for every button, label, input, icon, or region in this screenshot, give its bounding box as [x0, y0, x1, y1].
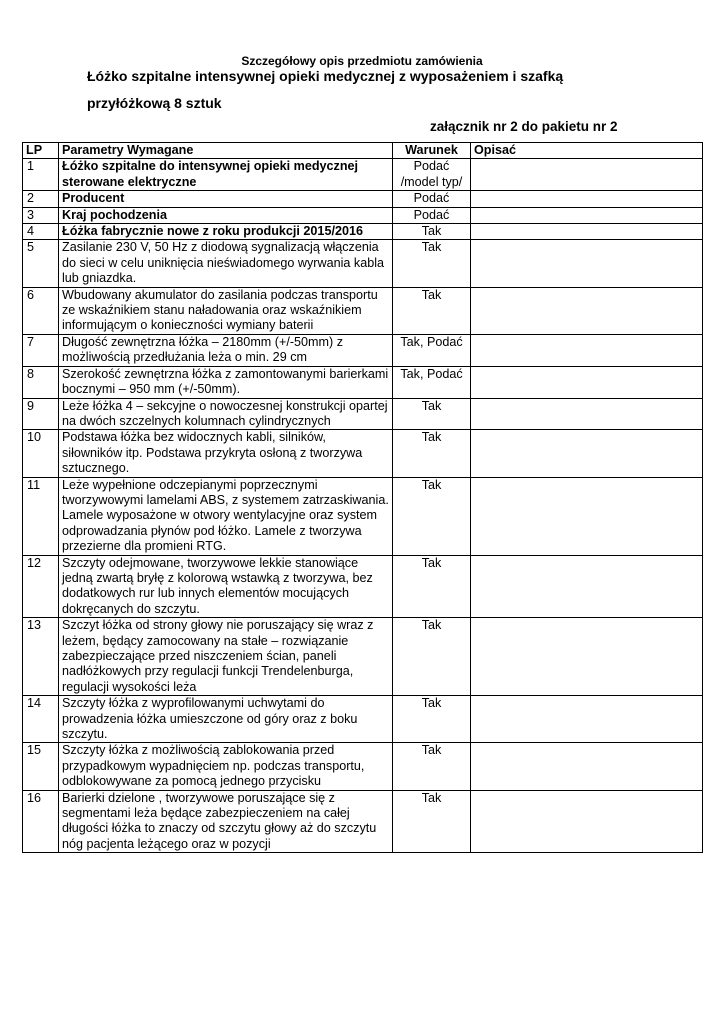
table-row	[23, 366, 703, 398]
row-warunek: Tak, Podać	[393, 366, 471, 398]
row-lp: 16	[23, 790, 59, 853]
row-opisac	[471, 696, 703, 743]
row-warunek: Tak	[393, 287, 471, 334]
row-parameter: Leże łóżka 4 – sekcyjne o nowoczesnej konstrukcji opartej na dwóch szczelnych kolumnach cylindrycznych	[59, 398, 393, 430]
row-opisac	[471, 743, 703, 790]
row-parameter: Leże wypełnione odczepianymi poprzecznymi tworzywowymi lamelami ABS, z systemem zatrzaskiwania. Lamele wyposażone w otwory wentylacyjne oraz system odprowadzania płynów pod łóżko. Lamele z tworzywa przezierne dla promieni RTG.	[59, 477, 393, 555]
row-parameter: Kraj pochodzenia	[59, 207, 393, 223]
row-warunek: Tak	[393, 224, 471, 240]
row-parameter: Producent	[59, 191, 393, 207]
row-parameter: Długość zewnętrzna łóżka – 2180mm (+/-50mm) z możliwością przedłużania leża o min. 29 cm	[59, 334, 393, 366]
row-lp: 12	[23, 555, 59, 618]
row-opisac	[471, 430, 703, 477]
row-warunek: Podać	[393, 207, 471, 223]
table-row	[23, 790, 703, 853]
row-opisac	[471, 555, 703, 618]
row-warunek: Tak	[393, 240, 471, 287]
column-header-parametry: Parametry Wymagane	[59, 143, 393, 159]
row-parameter: Szerokość zewnętrzna łóżka z zamontowanymi barierkami bocznymi – 950 mm (+/-50mm).	[59, 366, 393, 398]
row-lp: 3	[23, 207, 59, 223]
table-row	[23, 207, 703, 223]
row-warunek: Podać /model typ/	[393, 159, 471, 191]
column-header-opisac: Opisać	[471, 143, 703, 159]
table-row	[23, 334, 703, 366]
row-lp: 4	[23, 224, 59, 240]
row-parameter: Łóżka fabrycznie nowe z roku produkcji 2015/2016	[59, 224, 393, 240]
table-row	[23, 430, 703, 477]
document-title: Szczegółowy opis przedmiotu zamówienia	[241, 54, 483, 68]
row-lp: 8	[23, 366, 59, 398]
row-warunek: Tak	[393, 555, 471, 618]
table-row	[23, 398, 703, 430]
row-warunek: Podać	[393, 191, 471, 207]
row-opisac	[471, 207, 703, 223]
row-warunek: Tak	[393, 696, 471, 743]
row-lp: 10	[23, 430, 59, 477]
row-opisac	[471, 398, 703, 430]
row-opisac	[471, 477, 703, 555]
table-row	[23, 618, 703, 696]
row-lp: 15	[23, 743, 59, 790]
row-parameter: Szczyt łóżka od strony głowy nie poruszający się wraz z leżem, będący zamocowany na stałe – rozwiązanie zabezpieczające przed niszczeniem ścian, paneli nadłóżkowych przy regulacji funkcji Trendelenburga, regulacji wysokości leża	[59, 618, 393, 696]
row-lp: 6	[23, 287, 59, 334]
table-row	[23, 240, 703, 287]
row-opisac	[471, 191, 703, 207]
table-row	[23, 191, 703, 207]
row-parameter: Wbudowany akumulator do zasilania podczas transportu ze wskaźnikiem stanu naładowania oraz wskaźnikiem informującym o konieczności wymiany baterii	[59, 287, 393, 334]
row-lp: 13	[23, 618, 59, 696]
row-parameter: Zasilanie 230 V, 50 Hz z diodową sygnalizacją włączenia do sieci w celu uniknięcia nieświadomego wyrwania kabla lub gniazdka.	[59, 240, 393, 287]
row-lp: 2	[23, 191, 59, 207]
table-row	[23, 159, 703, 191]
row-parameter: Szczyty łóżka z możliwością zablokowania przed przypadkowym wypadnięciem np. podczas transportu, odblokowywane za pomocą jednego przycisku	[59, 743, 393, 790]
table-row	[23, 743, 703, 790]
row-lp: 7	[23, 334, 59, 366]
row-parameter: Barierki dzielone , tworzywowe poruszające się z segmentami leża będące zabezpieczeniem na całej długości łóżka to znaczy od szczytu głowy aż do szczytu nóg pacjenta leżącego oraz w pozycji	[59, 790, 393, 853]
row-warunek: Tak	[393, 618, 471, 696]
row-parameter: Szczyty łóżka z wyprofilowanymi uchwytami do prowadzenia łóżka umieszczone od góry oraz z boku szczytu.	[59, 696, 393, 743]
row-opisac	[471, 790, 703, 853]
row-opisac	[471, 334, 703, 366]
row-warunek: Tak	[393, 430, 471, 477]
table-row	[23, 477, 703, 555]
table-row	[23, 696, 703, 743]
row-lp: 1	[23, 159, 59, 191]
row-parameter: Podstawa łóżka bez widocznych kabli, silników, siłowników itp. Podstawa przykryta osłoną z tworzywa sztucznego.	[59, 430, 393, 477]
column-header-lp: LP	[23, 143, 59, 159]
row-warunek: Tak, Podać	[393, 334, 471, 366]
row-opisac	[471, 366, 703, 398]
row-warunek: Tak	[393, 398, 471, 430]
table-row	[23, 555, 703, 618]
row-warunek: Tak	[393, 477, 471, 555]
row-parameter: Łóżko szpitalne do intensywnej opieki medycznej sterowane elektryczne	[59, 159, 393, 191]
row-opisac	[471, 618, 703, 696]
row-lp: 11	[23, 477, 59, 555]
row-warunek: Tak	[393, 790, 471, 853]
requirements-table	[22, 142, 703, 853]
row-opisac	[471, 224, 703, 240]
row-lp: 14	[23, 696, 59, 743]
row-warunek: Tak	[393, 743, 471, 790]
table-row	[23, 287, 703, 334]
table-row	[23, 224, 703, 240]
row-opisac	[471, 240, 703, 287]
table-header-row	[23, 143, 703, 159]
row-opisac	[471, 287, 703, 334]
document-subtitle-line1: Łóżko szpitalne intensywnej opieki medycznej z wyposażeniem i szafką	[87, 68, 564, 84]
row-parameter: Szczyty odejmowane, tworzywowe lekkie stanowiące jedną zwartą bryłę z kolorową wstawką z tworzywa, bez dodatkowych rur lub innych elementów mocujących dokręcanych do szczytu.	[59, 555, 393, 618]
row-lp: 9	[23, 398, 59, 430]
column-header-warunek: Warunek	[393, 143, 471, 159]
document-subtitle-line2: przyłóżkową 8 sztuk	[87, 95, 222, 111]
row-opisac	[471, 159, 703, 191]
row-lp: 5	[23, 240, 59, 287]
attachment-label: załącznik nr 2 do pakietu nr 2	[430, 119, 618, 134]
